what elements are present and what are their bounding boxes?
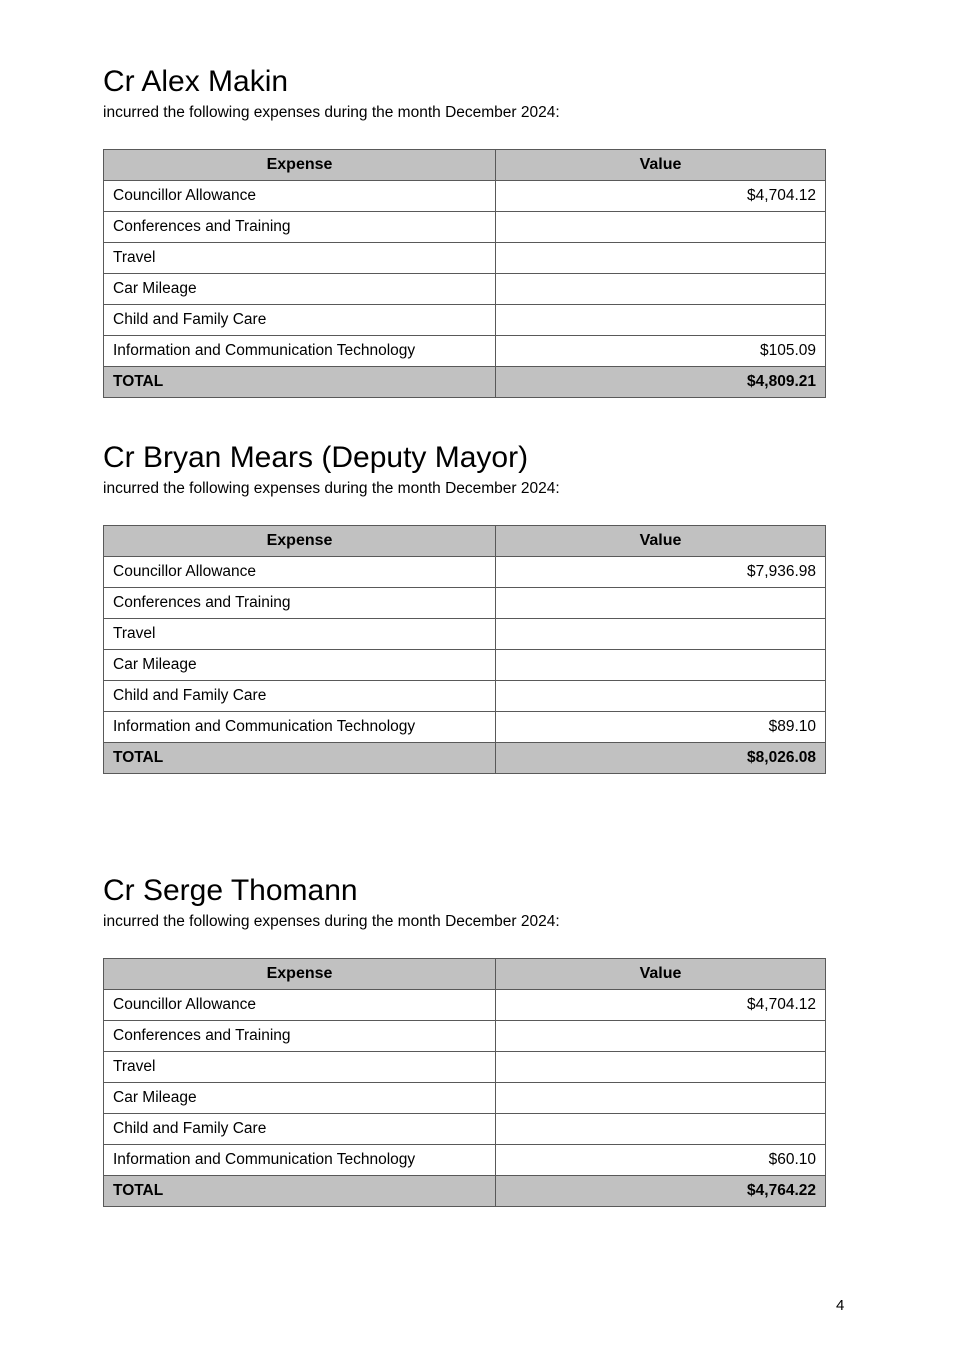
- total-value: $4,809.21: [496, 367, 826, 398]
- expense-label: Child and Family Care: [104, 681, 496, 712]
- expense-value: [496, 588, 826, 619]
- table-row: [104, 305, 826, 336]
- table-row: [104, 990, 826, 1021]
- section-subtitle: incurred the following expenses during the month December 2024:: [103, 104, 560, 121]
- expense-value: $4,704.12: [496, 990, 826, 1021]
- expense-label: Travel: [104, 1052, 496, 1083]
- expense-label: Travel: [104, 243, 496, 274]
- value-column-header: Value: [496, 150, 826, 181]
- expense-label: Conferences and Training: [104, 1021, 496, 1052]
- expense-column-header: Expense: [104, 959, 496, 990]
- table-row: [104, 336, 826, 367]
- expense-label: Child and Family Care: [104, 1114, 496, 1145]
- expense-label: Information and Communication Technology: [104, 1145, 496, 1176]
- sections-container: [103, 64, 956, 1207]
- expense-value: $4,704.12: [496, 181, 826, 212]
- expense-label: Travel: [104, 619, 496, 650]
- total-label: TOTAL: [104, 743, 496, 774]
- expense-value: [496, 1114, 826, 1145]
- total-value: $8,026.08: [496, 743, 826, 774]
- expense-label: Car Mileage: [104, 1083, 496, 1114]
- expense-label: Conferences and Training: [104, 212, 496, 243]
- table-row: [104, 619, 826, 650]
- table-row: [104, 1114, 826, 1145]
- table-body: [104, 557, 826, 774]
- table-row: [104, 181, 826, 212]
- table-header-row: [104, 526, 826, 557]
- table-header-row: [104, 150, 826, 181]
- expense-value: [496, 243, 826, 274]
- expense-value: $7,936.98: [496, 557, 826, 588]
- expense-value: [496, 274, 826, 305]
- expense-label: Car Mileage: [104, 650, 496, 681]
- expense-value: [496, 1083, 826, 1114]
- expense-label: Councillor Allowance: [104, 181, 496, 212]
- expense-label: Conferences and Training: [104, 588, 496, 619]
- councillor-section: [103, 440, 825, 774]
- section-heading: Cr Serge Thomann: [103, 874, 358, 907]
- expense-value: [496, 212, 826, 243]
- section-heading: Cr Bryan Mears (Deputy Mayor): [103, 441, 529, 474]
- table-row: [104, 681, 826, 712]
- table-row: [104, 557, 826, 588]
- table-header-row: [104, 959, 826, 990]
- expense-label: Child and Family Care: [104, 305, 496, 336]
- councillor-section: [103, 873, 825, 1207]
- councillor-section: [103, 64, 825, 398]
- page-number: 4: [836, 1297, 845, 1314]
- expense-label: Councillor Allowance: [104, 990, 496, 1021]
- total-row: [104, 367, 826, 398]
- total-row: [104, 1176, 826, 1207]
- expense-label: Information and Communication Technology: [104, 712, 496, 743]
- total-value: $4,764.22: [496, 1176, 826, 1207]
- section-subtitle: incurred the following expenses during the month December 2024:: [103, 480, 560, 497]
- expense-table: [103, 525, 826, 774]
- expense-column-header: Expense: [104, 526, 496, 557]
- expense-value: [496, 1052, 826, 1083]
- value-column-header: Value: [496, 526, 826, 557]
- section-subtitle: incurred the following expenses during the month December 2024:: [103, 913, 560, 930]
- table-row: [104, 243, 826, 274]
- table-row: [104, 712, 826, 743]
- value-column-header: Value: [496, 959, 826, 990]
- expense-value: [496, 681, 826, 712]
- table-row: [104, 212, 826, 243]
- section-heading: Cr Alex Makin: [103, 65, 289, 98]
- table-body: [104, 181, 826, 398]
- expense-table: [103, 149, 826, 398]
- expense-label: Councillor Allowance: [104, 557, 496, 588]
- expense-value: $60.10: [496, 1145, 826, 1176]
- expense-label: Car Mileage: [104, 274, 496, 305]
- expense-value: $89.10: [496, 712, 826, 743]
- table-row: [104, 1145, 826, 1176]
- table-row: [104, 588, 826, 619]
- expense-value: $105.09: [496, 336, 826, 367]
- expense-table: [103, 958, 826, 1207]
- expense-value: [496, 619, 826, 650]
- table-row: [104, 1083, 826, 1114]
- expense-column-header: Expense: [104, 150, 496, 181]
- total-label: TOTAL: [104, 367, 496, 398]
- expense-value: [496, 650, 826, 681]
- total-row: [104, 743, 826, 774]
- expense-value: [496, 1021, 826, 1052]
- table-row: [104, 274, 826, 305]
- total-label: TOTAL: [104, 1176, 496, 1207]
- table-row: [104, 1052, 826, 1083]
- table-body: [104, 990, 826, 1207]
- table-row: [104, 1021, 826, 1052]
- expense-value: [496, 305, 826, 336]
- expense-label: Information and Communication Technology: [104, 336, 496, 367]
- table-row: [104, 650, 826, 681]
